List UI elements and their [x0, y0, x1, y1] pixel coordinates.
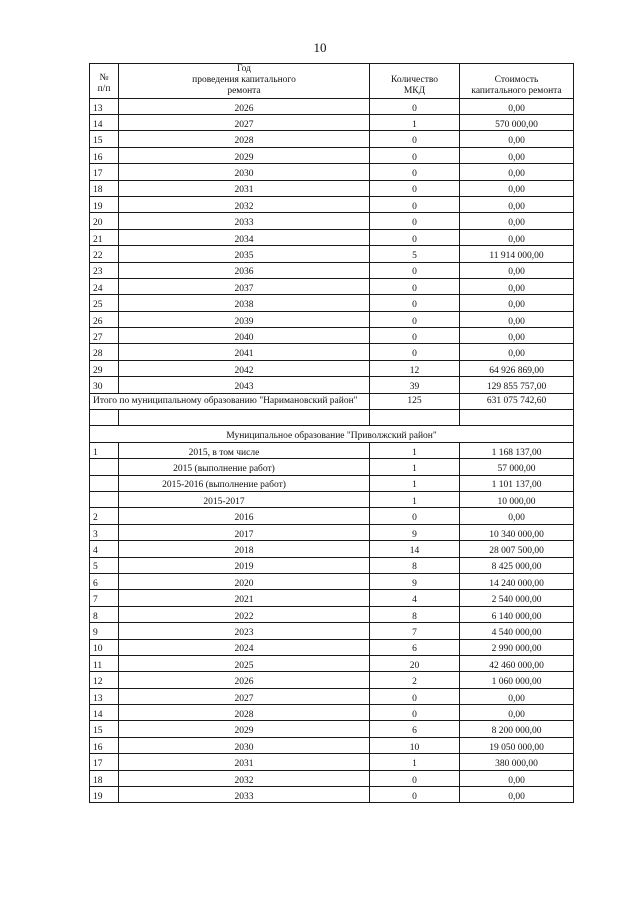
row-count: 0 — [370, 213, 460, 229]
row-cost: 380 000,00 — [460, 754, 574, 770]
row-year: 2032 — [119, 196, 370, 212]
row-count: 4 — [370, 590, 460, 606]
table-row — [90, 196, 574, 212]
page-number: 10 — [313, 40, 327, 55]
row-year: 2025 — [119, 655, 370, 671]
row-number: 26 — [90, 311, 119, 327]
row-count: 0 — [370, 196, 460, 212]
row-year: 2034 — [119, 229, 370, 245]
table-row — [90, 180, 574, 196]
row-cost: 28 007 500,00 — [460, 541, 574, 557]
table-row — [90, 524, 574, 540]
row-count: 8 — [370, 557, 460, 573]
row-number: 2 — [90, 508, 119, 524]
row-number: 8 — [90, 606, 119, 622]
row-number: 7 — [90, 590, 119, 606]
row-cost: 0,00 — [460, 328, 574, 344]
row-cost: 19 050 000,00 — [460, 737, 574, 753]
section-title-row — [90, 426, 574, 442]
row-cost: 0,00 — [460, 131, 574, 147]
row-cost: 570 000,00 — [460, 115, 574, 131]
table-row — [90, 590, 574, 606]
row-count: 0 — [370, 229, 460, 245]
row-year: 2019 — [119, 557, 370, 573]
row-number: 11 — [90, 655, 119, 671]
row-count: 0 — [370, 98, 460, 114]
row-year: 2016 — [119, 508, 370, 524]
row-count: 0 — [370, 262, 460, 278]
row-number: 10 — [90, 639, 119, 655]
row-cost: 0,00 — [460, 180, 574, 196]
row-count: 1 — [370, 115, 460, 131]
table-row — [90, 295, 574, 311]
row-cost: 14 240 000,00 — [460, 573, 574, 589]
row-year: 2038 — [119, 295, 370, 311]
table-row — [90, 557, 574, 573]
row-cost: 1 168 137,00 — [460, 442, 574, 458]
row-count: 0 — [370, 278, 460, 294]
row-number: 29 — [90, 360, 119, 376]
table-row — [90, 229, 574, 245]
row-number: 18 — [90, 180, 119, 196]
total-count: 125 — [370, 393, 460, 409]
row-number: 16 — [90, 737, 119, 753]
row-year: 2031 — [119, 180, 370, 196]
row-number: 19 — [90, 787, 119, 803]
table-row — [90, 705, 574, 721]
row-number: 28 — [90, 344, 119, 360]
blank-cell — [90, 410, 119, 426]
row-cost: 0,00 — [460, 311, 574, 327]
table-row — [90, 639, 574, 655]
row-number: 13 — [90, 98, 119, 114]
row-number: 3 — [90, 524, 119, 540]
total-label: Итого по муниципальному образованию "Наримановский район" — [90, 393, 370, 409]
header-count: Количество МКД — [370, 64, 460, 99]
total-row — [90, 393, 574, 409]
row-cost: 0,00 — [460, 164, 574, 180]
row-year: 2015, в том числе — [119, 442, 370, 458]
row-year: 2028 — [119, 705, 370, 721]
row-number: 14 — [90, 115, 119, 131]
row-count: 0 — [370, 508, 460, 524]
row-cost: 0,00 — [460, 787, 574, 803]
row-number: 19 — [90, 196, 119, 212]
row-year: 2015 (выполнение работ) — [119, 459, 370, 475]
row-count: 5 — [370, 246, 460, 262]
row-number: 16 — [90, 147, 119, 163]
row-number: 17 — [90, 164, 119, 180]
row-number: 6 — [90, 573, 119, 589]
table-row — [90, 721, 574, 737]
row-year: 2021 — [119, 590, 370, 606]
table-row — [90, 508, 574, 524]
row-year: 2036 — [119, 262, 370, 278]
row-cost: 6 140 000,00 — [460, 606, 574, 622]
header-cost: Стоимость капитального ремонта — [460, 64, 574, 99]
row-count: 10 — [370, 737, 460, 753]
blank-cell — [370, 410, 460, 426]
row-cost: 4 540 000,00 — [460, 623, 574, 639]
row-count: 0 — [370, 147, 460, 163]
row-year: 2023 — [119, 623, 370, 639]
row-cost: 0,00 — [460, 508, 574, 524]
row-count: 6 — [370, 721, 460, 737]
table-row — [90, 262, 574, 278]
row-cost: 0,00 — [460, 770, 574, 786]
total-cost: 631 075 742,60 — [460, 393, 574, 409]
table-row — [90, 459, 574, 475]
row-count: 1 — [370, 442, 460, 458]
row-number: 22 — [90, 246, 119, 262]
table-row — [90, 278, 574, 294]
row-count: 0 — [370, 295, 460, 311]
row-number: 17 — [90, 754, 119, 770]
row-count: 14 — [370, 541, 460, 557]
row-count: 9 — [370, 573, 460, 589]
row-count: 0 — [370, 328, 460, 344]
row-number: 5 — [90, 557, 119, 573]
table-row — [90, 770, 574, 786]
row-number — [90, 491, 119, 507]
row-cost: 0,00 — [460, 98, 574, 114]
table-row — [90, 344, 574, 360]
row-year: 2026 — [119, 98, 370, 114]
row-count: 20 — [370, 655, 460, 671]
row-count: 0 — [370, 705, 460, 721]
row-cost: 129 855 757,00 — [460, 377, 574, 393]
row-number: 21 — [90, 229, 119, 245]
row-cost: 42 460 000,00 — [460, 655, 574, 671]
table-row — [90, 573, 574, 589]
table-row — [90, 475, 574, 491]
row-count: 1 — [370, 491, 460, 507]
row-count: 1 — [370, 459, 460, 475]
row-cost: 0,00 — [460, 196, 574, 212]
row-count: 0 — [370, 131, 460, 147]
row-cost: 1 101 137,00 — [460, 475, 574, 491]
table-row — [90, 311, 574, 327]
row-number: 25 — [90, 295, 119, 311]
table-row — [90, 377, 574, 393]
table-row — [90, 328, 574, 344]
row-number: 27 — [90, 328, 119, 344]
row-year: 2026 — [119, 672, 370, 688]
row-cost: 2 990 000,00 — [460, 639, 574, 655]
row-cost: 1 060 000,00 — [460, 672, 574, 688]
row-cost: 11 914 000,00 — [460, 246, 574, 262]
row-count: 12 — [370, 360, 460, 376]
row-cost: 2 540 000,00 — [460, 590, 574, 606]
row-cost: 0,00 — [460, 278, 574, 294]
row-cost: 0,00 — [460, 688, 574, 704]
table-row — [90, 246, 574, 262]
row-year: 2028 — [119, 131, 370, 147]
table-row — [90, 360, 574, 376]
table-row — [90, 754, 574, 770]
row-number: 14 — [90, 705, 119, 721]
row-cost: 0,00 — [460, 344, 574, 360]
row-cost: 8 200 000,00 — [460, 721, 574, 737]
table-row — [90, 131, 574, 147]
table-row — [90, 737, 574, 753]
row-number: 24 — [90, 278, 119, 294]
table-row — [90, 606, 574, 622]
table-row — [90, 115, 574, 131]
row-year: 2015-2016 (выполнение работ) — [119, 475, 370, 491]
row-count: 7 — [370, 623, 460, 639]
row-year: 2037 — [119, 278, 370, 294]
row-count: 0 — [370, 787, 460, 803]
row-count: 39 — [370, 377, 460, 393]
row-year: 2029 — [119, 147, 370, 163]
table-row — [90, 147, 574, 163]
table-row — [90, 491, 574, 507]
row-year: 2031 — [119, 754, 370, 770]
row-count: 0 — [370, 180, 460, 196]
row-year: 2040 — [119, 328, 370, 344]
row-year: 2033 — [119, 213, 370, 229]
blank-cell — [460, 410, 574, 426]
row-count: 0 — [370, 688, 460, 704]
row-year: 2041 — [119, 344, 370, 360]
header-year: Год проведения капитального ремонта — [119, 64, 370, 99]
table-row — [90, 213, 574, 229]
row-cost: 10 340 000,00 — [460, 524, 574, 540]
row-year: 2017 — [119, 524, 370, 540]
row-count: 9 — [370, 524, 460, 540]
row-count: 6 — [370, 639, 460, 655]
row-cost: 0,00 — [460, 295, 574, 311]
row-year: 2029 — [119, 721, 370, 737]
row-year: 2018 — [119, 541, 370, 557]
row-count: 0 — [370, 770, 460, 786]
row-cost: 8 425 000,00 — [460, 557, 574, 573]
row-number: 15 — [90, 721, 119, 737]
row-number: 12 — [90, 672, 119, 688]
table-row — [90, 672, 574, 688]
blank-row — [90, 410, 574, 426]
table-row — [90, 541, 574, 557]
row-count: 0 — [370, 164, 460, 180]
row-number: 13 — [90, 688, 119, 704]
row-count: 1 — [370, 754, 460, 770]
row-number: 20 — [90, 213, 119, 229]
row-number: 23 — [90, 262, 119, 278]
row-year: 2030 — [119, 164, 370, 180]
row-count: 1 — [370, 475, 460, 491]
row-count: 0 — [370, 311, 460, 327]
row-count: 0 — [370, 344, 460, 360]
row-cost: 0,00 — [460, 705, 574, 721]
row-year: 2043 — [119, 377, 370, 393]
row-year: 2022 — [119, 606, 370, 622]
row-year: 2024 — [119, 639, 370, 655]
row-count: 8 — [370, 606, 460, 622]
row-number — [90, 475, 119, 491]
row-year: 2035 — [119, 246, 370, 262]
table-row — [90, 787, 574, 803]
row-number: 15 — [90, 131, 119, 147]
row-cost: 0,00 — [460, 262, 574, 278]
blank-cell — [119, 410, 370, 426]
row-number — [90, 459, 119, 475]
row-year: 2033 — [119, 787, 370, 803]
row-cost: 57 000,00 — [460, 459, 574, 475]
repair-schedule-table — [89, 63, 574, 803]
row-cost: 10 000,00 — [460, 491, 574, 507]
row-count: 2 — [370, 672, 460, 688]
row-year: 2020 — [119, 573, 370, 589]
table-row — [90, 623, 574, 639]
row-cost: 0,00 — [460, 229, 574, 245]
table-row — [90, 442, 574, 458]
row-year: 2027 — [119, 115, 370, 131]
table-row — [90, 98, 574, 114]
row-number: 4 — [90, 541, 119, 557]
row-cost: 64 926 869,00 — [460, 360, 574, 376]
table-row — [90, 164, 574, 180]
section-title: Муниципальное образование "Приволжский район" — [90, 426, 574, 442]
header-num: № п/п — [90, 64, 119, 99]
row-year: 2032 — [119, 770, 370, 786]
table-row — [90, 688, 574, 704]
row-number: 9 — [90, 623, 119, 639]
row-cost: 0,00 — [460, 213, 574, 229]
row-year: 2039 — [119, 311, 370, 327]
row-year: 2027 — [119, 688, 370, 704]
table-body — [90, 64, 574, 803]
table-row — [90, 655, 574, 671]
row-year: 2015-2017 — [119, 491, 370, 507]
header-row — [90, 64, 574, 99]
row-number: 30 — [90, 377, 119, 393]
row-cost: 0,00 — [460, 147, 574, 163]
row-year: 2030 — [119, 737, 370, 753]
row-year: 2042 — [119, 360, 370, 376]
row-number: 18 — [90, 770, 119, 786]
row-number: 1 — [90, 442, 119, 458]
